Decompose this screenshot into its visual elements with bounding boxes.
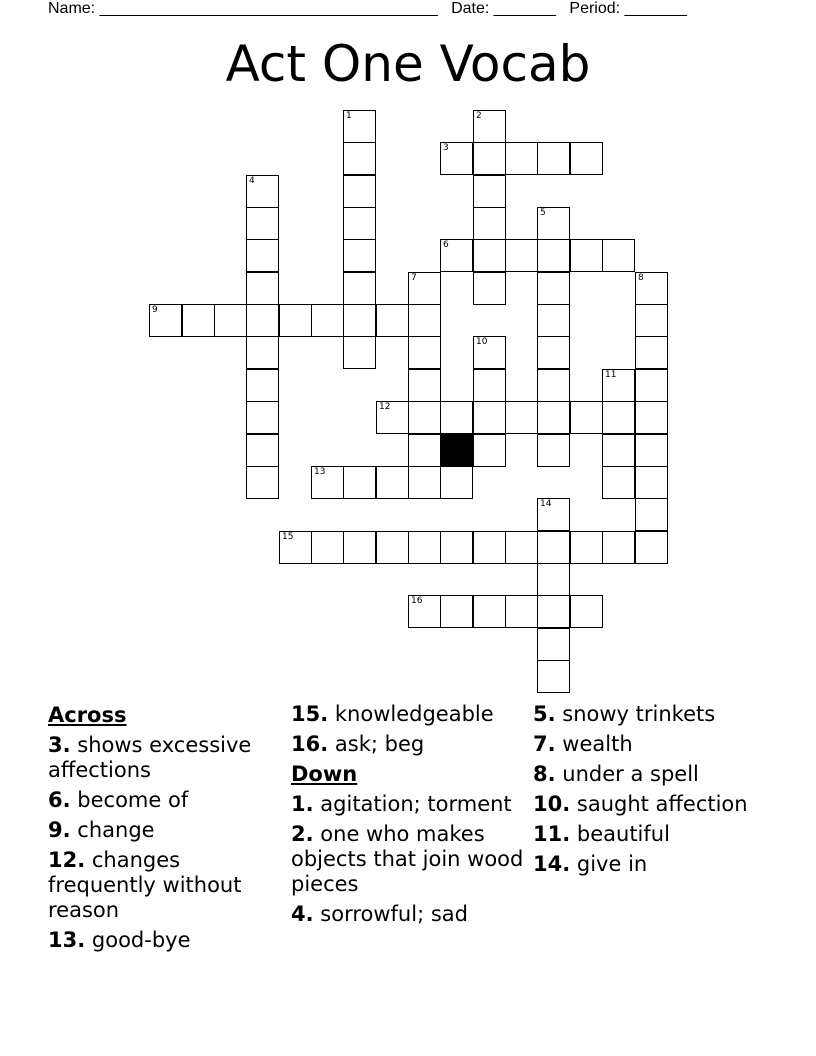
crossword-cell[interactable]	[537, 595, 570, 628]
crossword-cell[interactable]	[473, 175, 506, 208]
crossword-cell[interactable]	[602, 531, 635, 564]
clue-text: ask; beg	[334, 732, 425, 756]
clue-number-label: 6	[443, 240, 449, 250]
crossword-cell[interactable]	[602, 401, 635, 434]
down-clue	[533, 792, 769, 817]
crossword-cell[interactable]	[537, 563, 570, 596]
crossword-cell[interactable]	[473, 207, 506, 240]
clue-number: 10.	[533, 792, 571, 816]
across-clue	[48, 818, 284, 843]
crossword-cell[interactable]	[537, 434, 570, 467]
crossword-cell[interactable]	[635, 434, 668, 467]
crossword-cell[interactable]	[570, 595, 603, 628]
down-clue	[533, 702, 769, 727]
down-clue	[291, 902, 527, 927]
clue-text: wealth	[562, 732, 633, 756]
crossword-cell[interactable]	[376, 401, 409, 434]
clue-number-label: 4	[249, 176, 255, 186]
clue-text: change	[77, 818, 155, 842]
across-clue	[291, 732, 527, 757]
clue-number-label: 15	[282, 532, 294, 542]
crossword-cell[interactable]	[214, 304, 247, 337]
period-label: Period:	[569, 0, 621, 17]
crossword-cell[interactable]	[635, 531, 668, 564]
down-clue	[533, 852, 769, 877]
crossword-cell[interactable]	[279, 304, 312, 337]
crossword-cell[interactable]	[376, 466, 409, 499]
crossword-cell[interactable]	[440, 466, 473, 499]
crossword-cell[interactable]	[246, 207, 279, 240]
crossword-cell[interactable]	[408, 595, 441, 628]
clue-text: snowy trinkets	[562, 702, 716, 726]
down-clue	[291, 822, 527, 897]
down-clue	[533, 732, 769, 757]
crossword-cell[interactable]	[505, 401, 538, 434]
clue-text: good-bye	[91, 928, 191, 952]
crossword-cell[interactable]	[473, 336, 506, 369]
crossword-cell[interactable]	[408, 531, 441, 564]
crossword-cell[interactable]	[635, 369, 668, 402]
crossword-cell[interactable]	[376, 304, 409, 337]
crossword-cell[interactable]	[537, 304, 570, 337]
crossword-cell[interactable]	[602, 466, 635, 499]
clue-number: 1.	[291, 792, 314, 816]
crossword-cell[interactable]	[343, 142, 376, 175]
crossword-cell[interactable]	[537, 660, 570, 693]
crossword-cell[interactable]	[537, 239, 570, 272]
clue-text: become of	[77, 788, 189, 812]
crossword-cell[interactable]	[246, 401, 279, 434]
crossword-cell[interactable]	[570, 531, 603, 564]
crossword-cell[interactable]	[343, 272, 376, 305]
crossword-cell[interactable]	[343, 304, 376, 337]
clue-text: one who makes objects that join wood pieces	[291, 822, 524, 896]
crossword-cell[interactable]	[279, 531, 312, 564]
crossword-cell[interactable]	[408, 466, 441, 499]
clue-text: beautiful	[576, 822, 670, 846]
crossword-cell[interactable]	[537, 142, 570, 175]
crossword-cell[interactable]	[408, 336, 441, 369]
across-clue	[48, 928, 284, 953]
crossword-cell[interactable]	[602, 239, 635, 272]
clue-number-label: 13	[314, 467, 326, 477]
crossword-cell[interactable]	[537, 207, 570, 240]
crossword-cell[interactable]	[246, 434, 279, 467]
crossword-cell[interactable]	[440, 239, 473, 272]
name-label: Name:	[48, 0, 96, 17]
clue-text: knowledgeable	[334, 702, 494, 726]
crossword-cell[interactable]	[440, 142, 473, 175]
down-clue	[533, 762, 769, 787]
clue-number: 11.	[533, 822, 571, 846]
crossword-cell[interactable]	[440, 531, 473, 564]
clue-number: 4.	[291, 902, 314, 926]
down-clue	[291, 792, 527, 817]
clue-number-label: 16	[411, 596, 423, 606]
crossword-cell[interactable]	[537, 498, 570, 531]
clue-text: changes frequently without reason	[48, 848, 242, 922]
clue-number-label: 2	[476, 111, 482, 121]
crossword-cell[interactable]	[311, 531, 344, 564]
crossword-cell[interactable]	[505, 595, 538, 628]
name-blank[interactable]: ______________________________________	[99, 0, 438, 17]
clue-column-2	[291, 702, 527, 932]
clue-number-label: 1	[346, 111, 352, 121]
crossword-cell[interactable]	[505, 239, 538, 272]
crossword-cell[interactable]	[635, 336, 668, 369]
crossword-cell[interactable]	[246, 466, 279, 499]
crossword-cell[interactable]	[246, 369, 279, 402]
crossword-cell[interactable]	[570, 401, 603, 434]
across-clue	[48, 848, 284, 923]
crossword-cell[interactable]	[473, 401, 506, 434]
crossword-cell[interactable]	[473, 272, 506, 305]
period-blank[interactable]: _______	[624, 0, 687, 17]
crossword-cell[interactable]	[505, 142, 538, 175]
crossword-cell[interactable]	[473, 369, 506, 402]
clue-number-label: 8	[638, 273, 644, 283]
clue-number-label: 5	[540, 208, 546, 218]
clue-text: saught affection	[576, 792, 748, 816]
crossword-cell[interactable]	[635, 272, 668, 305]
crossword-cell[interactable]	[311, 466, 344, 499]
crossword-cell[interactable]	[537, 628, 570, 661]
crossword-cell[interactable]	[602, 369, 635, 402]
crossword-cell[interactable]	[343, 110, 376, 143]
crossword-cell[interactable]	[182, 304, 215, 337]
clue-number-label: 9	[152, 305, 158, 315]
clue-text: shows excessive affections	[48, 733, 252, 782]
crossword-cell[interactable]	[246, 336, 279, 369]
crossword-cell[interactable]	[408, 272, 441, 305]
date-blank[interactable]: _______	[493, 0, 557, 17]
crossword-cell[interactable]	[537, 272, 570, 305]
clue-number: 12.	[48, 848, 86, 872]
across-clue	[48, 788, 284, 813]
crossword-cell[interactable]	[343, 466, 376, 499]
clue-text: give in	[576, 852, 648, 876]
clue-number-label: 11	[605, 370, 617, 380]
across-clue	[291, 702, 527, 727]
clue-number-label: 7	[411, 273, 417, 283]
clue-number-label: 12	[379, 402, 391, 412]
crossword-cell[interactable]	[149, 304, 182, 337]
crossword-cell[interactable]	[246, 304, 279, 337]
clue-text: sorrowful; sad	[320, 902, 468, 926]
crossword-cell[interactable]	[343, 239, 376, 272]
crossword-cell[interactable]	[408, 369, 441, 402]
clue-column-1	[48, 702, 284, 958]
crossword-cell[interactable]	[246, 239, 279, 272]
crossword-cell[interactable]	[473, 239, 506, 272]
down-heading: Down	[291, 762, 358, 786]
crossword-cell[interactable]	[246, 272, 279, 305]
clue-text: agitation; torment	[320, 792, 512, 816]
crossword-cell[interactable]	[635, 401, 668, 434]
clue-number: 5.	[533, 702, 556, 726]
crossword-cell[interactable]	[473, 434, 506, 467]
crossword-cell[interactable]	[343, 531, 376, 564]
crossword-cell[interactable]	[408, 304, 441, 337]
clue-number: 15.	[291, 702, 329, 726]
crossword-cell[interactable]	[440, 595, 473, 628]
crossword-cell[interactable]	[537, 369, 570, 402]
crossword-cell[interactable]	[537, 401, 570, 434]
clue-text: under a spell	[562, 762, 699, 786]
crossword-cell[interactable]	[473, 595, 506, 628]
crossword-cell[interactable]	[343, 336, 376, 369]
clue-number: 6.	[48, 788, 71, 812]
clue-number-label: 14	[540, 499, 552, 509]
crossword-cell[interactable]	[537, 336, 570, 369]
crossword-cell[interactable]	[570, 142, 603, 175]
date-label: Date:	[451, 0, 490, 17]
crossword-cell[interactable]	[537, 531, 570, 564]
crossword-cell[interactable]	[408, 401, 441, 434]
clue-number: 16.	[291, 732, 329, 756]
crossword-cell[interactable]	[505, 531, 538, 564]
crossword-cell[interactable]	[635, 466, 668, 499]
clue-number: 3.	[48, 733, 71, 757]
crossword-cell[interactable]	[473, 110, 506, 143]
crossword-cell[interactable]	[311, 304, 344, 337]
crossword-cell[interactable]	[570, 239, 603, 272]
clue-number: 7.	[533, 732, 556, 756]
across-clue	[48, 733, 284, 783]
clue-number-label: 3	[443, 143, 449, 153]
down-clue	[533, 822, 769, 847]
page-title: Act One Vocab	[225, 35, 591, 93]
crossword-cell[interactable]	[473, 531, 506, 564]
crossword-cell[interactable]	[246, 175, 279, 208]
clue-number: 14.	[533, 852, 571, 876]
crossword-cell[interactable]	[376, 531, 409, 564]
across-heading: Across	[48, 703, 127, 727]
crossword-cell[interactable]	[635, 498, 668, 531]
crossword-cell[interactable]	[343, 207, 376, 240]
crossword-cell[interactable]	[635, 304, 668, 337]
clue-number: 2.	[291, 822, 314, 846]
clue-number: 13.	[48, 928, 86, 952]
clue-number: 8.	[533, 762, 556, 786]
clue-number: 9.	[48, 818, 71, 842]
clue-column-3	[533, 702, 769, 882]
crossword-cell[interactable]	[602, 434, 635, 467]
crossword-block	[440, 434, 473, 467]
crossword-cell[interactable]	[473, 142, 506, 175]
crossword-cell[interactable]	[343, 175, 376, 208]
crossword-cell[interactable]	[440, 401, 473, 434]
crossword-cell[interactable]	[408, 434, 441, 467]
clue-number-label: 10	[476, 337, 488, 347]
